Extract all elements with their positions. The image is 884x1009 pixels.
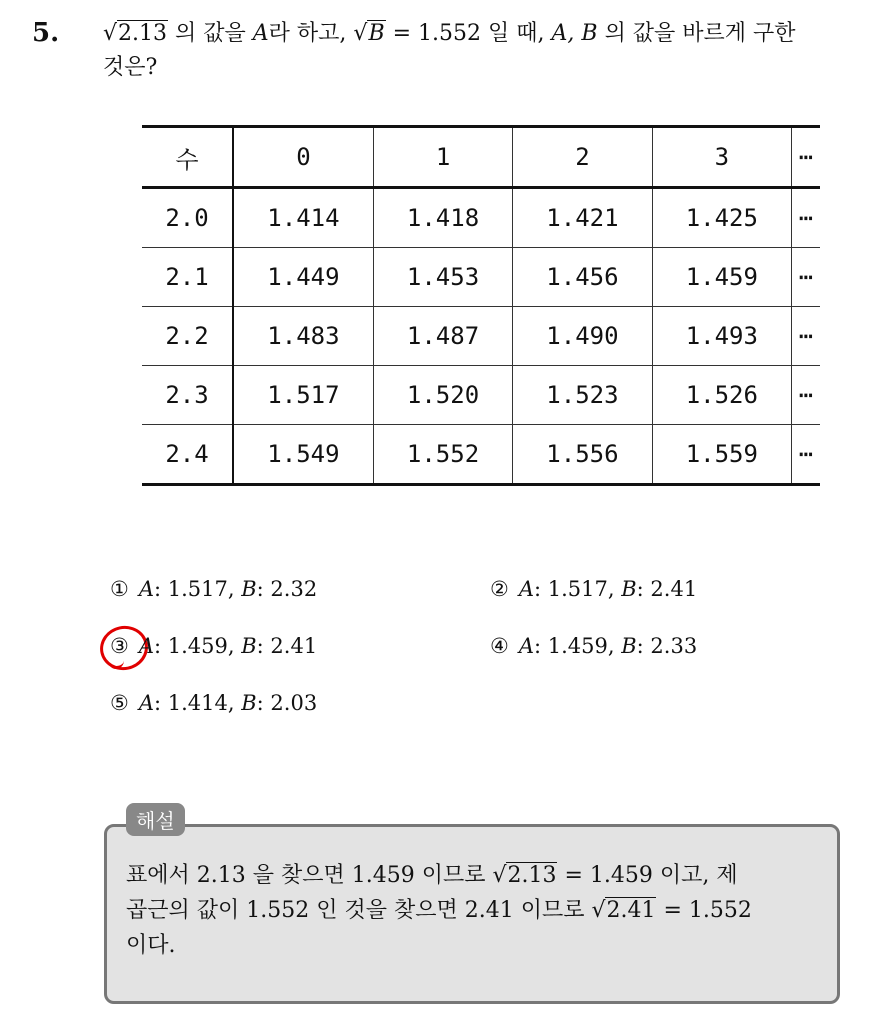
table-row: [142, 366, 820, 425]
choice-4[interactable]: ④ A: 1.459, B: 2.33: [490, 634, 698, 658]
table-cell: 1.556: [513, 425, 652, 485]
choice-5[interactable]: ⑤ A: 1.414, B: 2.03: [110, 691, 318, 715]
table-header-row: [142, 127, 820, 188]
choice-number: ④: [490, 634, 509, 658]
table-cell: 1.425: [652, 188, 791, 248]
sqrt-expression: √2.13: [492, 863, 557, 888]
choice-number: ③: [110, 634, 129, 658]
table-cell: ⋯: [792, 366, 820, 425]
table-cell: ⋯: [792, 307, 820, 366]
square-root-table: [142, 125, 820, 486]
choice-number: ⑤: [110, 691, 129, 715]
table-row: [142, 307, 820, 366]
sqrt-expression: √B: [353, 21, 385, 46]
table-row: [142, 425, 820, 485]
table-cell: ⋯: [792, 248, 820, 307]
choice-2[interactable]: ② A: 1.517, B: 2.41: [490, 577, 698, 601]
table-cell: 1.418: [373, 188, 512, 248]
table-cell: 1.493: [652, 307, 791, 366]
table-row: [142, 188, 820, 248]
table-header-cell: 0: [233, 127, 373, 188]
choice-number: ①: [110, 577, 129, 601]
table-header-cell: 3: [652, 127, 791, 188]
table-cell: 1.449: [233, 248, 373, 307]
explanation-text: 표에서 2.13 을 찾으면 1.459 이므로 √2.13 = 1.459 이고, 제 곱근의 값이 1.552 인 것을 찾으면 2.41 이므로 √2.41 = 1.552 이다.: [126, 863, 752, 959]
question-text: √2.13 의 값을 A라 하고, √B = 1.552 일 때, A, B 의 값을 바르게 구한 것은?: [103, 21, 796, 81]
table-cell: 1.456: [513, 248, 652, 307]
question-number: 5.: [32, 18, 60, 48]
table-cell: 1.459: [652, 248, 791, 307]
table-cell: 1.523: [513, 366, 652, 425]
table-cell: 2.4: [142, 425, 233, 485]
table-cell: 2.1: [142, 248, 233, 307]
table-cell: 2.3: [142, 366, 233, 425]
choice-1[interactable]: ① A: 1.517, B: 2.32: [110, 577, 318, 601]
table-cell: 1.552: [373, 425, 512, 485]
sqrt-expression: √2.13: [103, 21, 168, 46]
table-cell: 1.526: [652, 366, 791, 425]
explanation-tag: 해설: [126, 803, 185, 836]
table-cell: 1.559: [652, 425, 791, 485]
choice-3[interactable]: ③ A: 1.459, B: 2.41: [110, 634, 318, 658]
table-cell: 1.483: [233, 307, 373, 366]
table-cell: 1.517: [233, 366, 373, 425]
table-cell: 1.414: [233, 188, 373, 248]
table-cell: 1.453: [373, 248, 512, 307]
table-header-cell: 2: [513, 127, 652, 188]
table-cell: 1.490: [513, 307, 652, 366]
table-cell: 1.520: [373, 366, 512, 425]
sqrt-expression: √2.41: [591, 898, 656, 924]
table-header-cell: 수: [142, 127, 233, 188]
table-row: [142, 248, 820, 307]
table-cell: ⋯: [792, 188, 820, 248]
table-header-cell: ⋯: [792, 127, 820, 188]
table-cell: 1.549: [233, 425, 373, 485]
table-header-cell: 1: [373, 127, 512, 188]
table-cell: 1.487: [373, 307, 512, 366]
table-cell: 1.421: [513, 188, 652, 248]
table-cell: 2.2: [142, 307, 233, 366]
choice-number: ②: [490, 577, 509, 601]
table-cell: 2.0: [142, 188, 233, 248]
table-cell: ⋯: [792, 425, 820, 485]
